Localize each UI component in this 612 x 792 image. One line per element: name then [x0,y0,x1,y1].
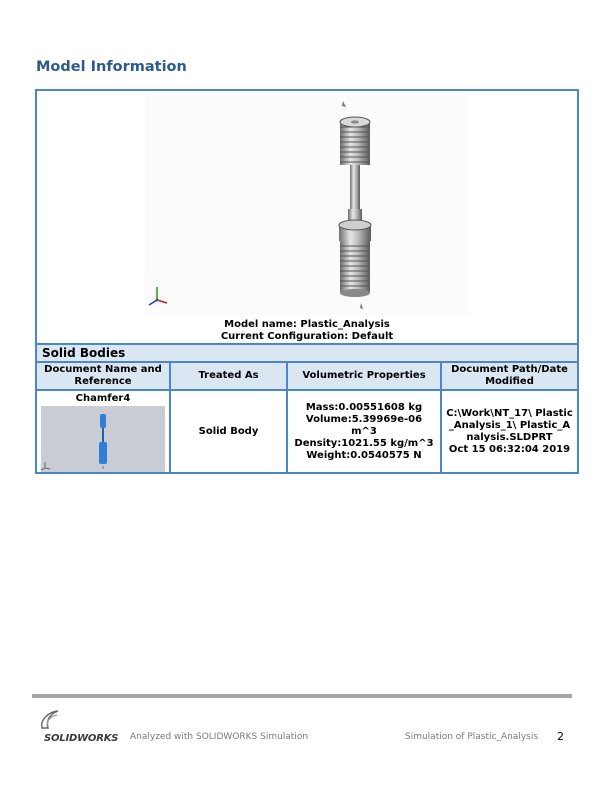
model-caption [37,319,577,343]
treated-as-cell: Solid Body [170,390,287,473]
model-name: Model name: Plastic_Analysis [224,319,390,330]
render-background [145,95,469,315]
footer-analyzed-with: Analyzed with SOLIDWORKS Simulation [130,732,309,742]
bottom-threaded-cylinder [339,220,371,297]
model-image-cell [36,90,578,344]
density-value: Density:1021.55 kg/m^3 [294,437,434,449]
footer-simulation-name: Simulation of Plastic_Analysis [405,732,539,742]
model-information-table [35,89,579,474]
document-path-cell [441,390,578,473]
solid-bodies-header: Solid Bodies [36,344,578,362]
column-header-treated-as: Treated As [170,362,287,390]
weight-value: Weight:0.0540575 N [306,449,422,461]
model-render-image [37,91,575,343]
column-header-document-name: Document Name and Reference [36,362,170,390]
column-header-document-path: Document Path/Date Modified [441,362,578,390]
table-row [36,390,578,473]
volumetric-properties-cell [287,390,441,473]
document-path: C:\Work\NT_17\ Plastic_Analysis_1\ Plastic_Analysis.SLDPRT [446,407,573,443]
body-thumbnail-image [41,406,165,472]
volume-value: Volume:5.39969e-06 m^3 [305,413,423,437]
document-name-cell [36,390,170,473]
footer-brand-logo: SOLIDWORKS [44,733,119,744]
date-modified: Oct 15 06:32:04 2019 [448,443,571,455]
ds-logo-icon [38,708,62,732]
column-header-volumetric-properties: Volumetric Properties [287,362,441,390]
mass-value: Mass:0.00551608 kg [305,401,423,413]
footer-divider [32,694,572,698]
model-configuration: Current Configuration: Default [220,331,394,342]
body-name: Chamfer4 [75,393,131,404]
top-threaded-cylinder [340,117,370,165]
section-title: Model Information [36,59,187,75]
page-number: 2 [557,730,564,743]
